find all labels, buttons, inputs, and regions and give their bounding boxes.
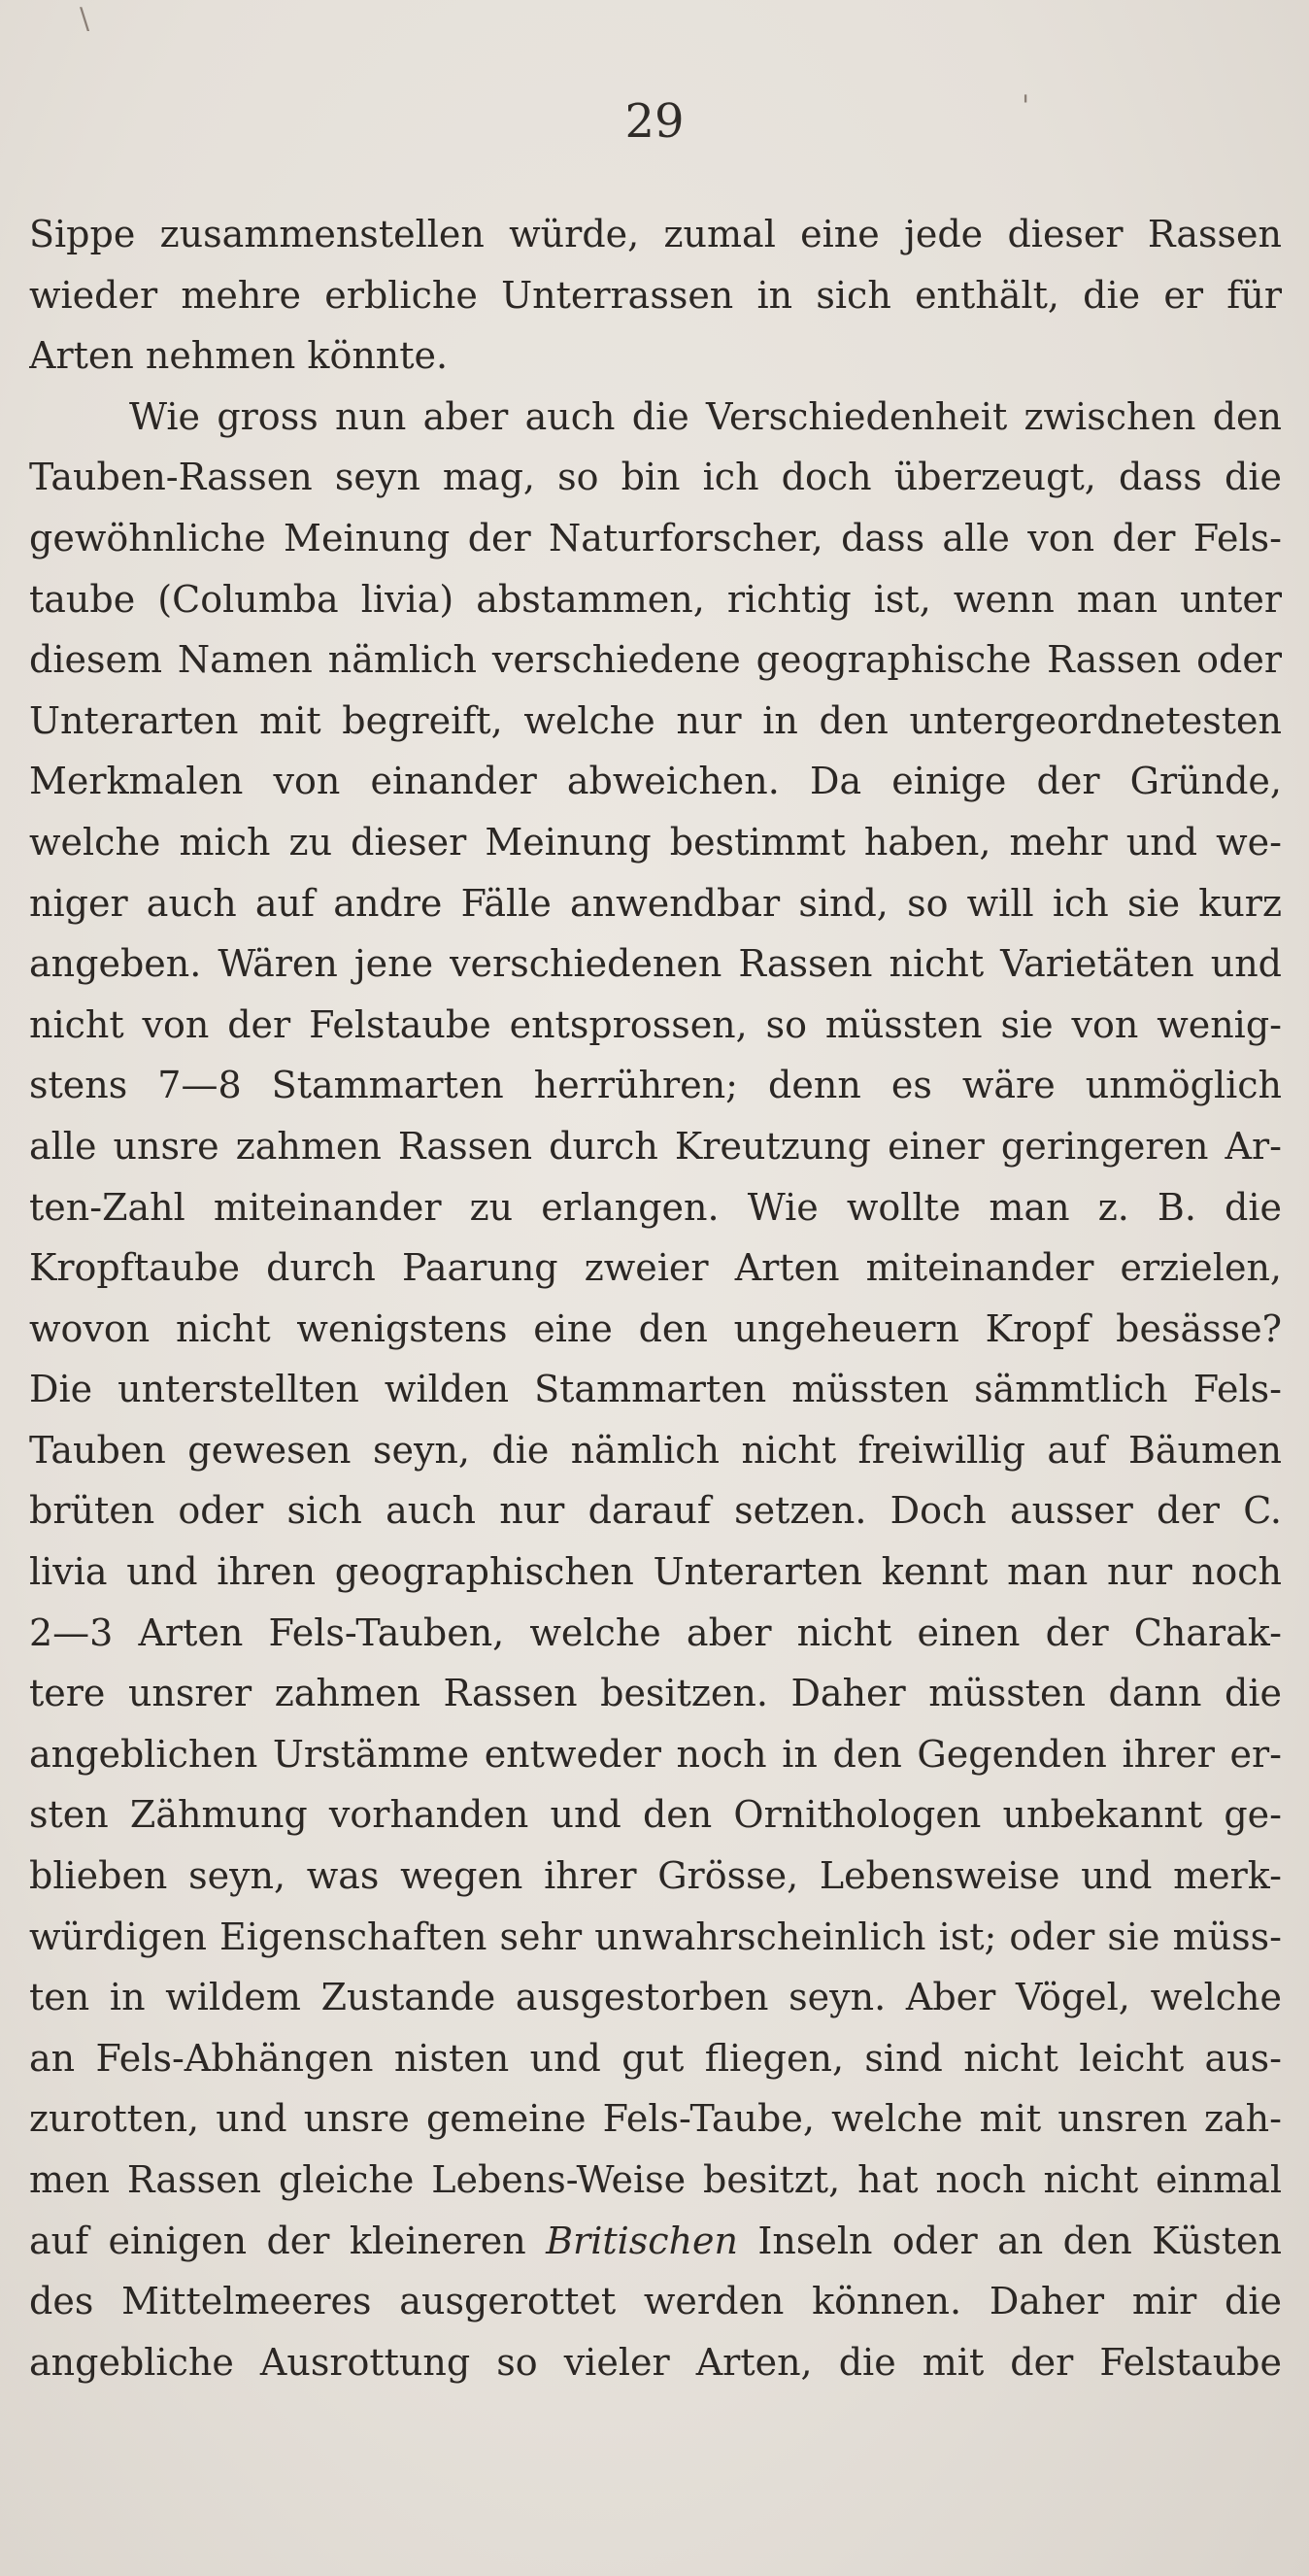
text-line: stens 7—8 Stammarten herrühren; denn es wäre unmöglich [29,1064,1282,1107]
margin-speck: ' [1022,89,1030,123]
text-line: sten Zähmung vorhanden und den Ornithologen unbekannt ge- [29,1793,1282,1837]
text-line: tere unsrer zahmen Rassen besitzen. Daher müssten dann die [29,1672,1282,1715]
text-line: angebliche Ausrottung so vieler Arten, die mit der Felstaube [29,2340,1282,2384]
text-line: Kropftaube durch Paarung zweier Arten miteinander erzielen, [29,1246,1282,1290]
text-line: alle unsre zahmen Rassen durch Kreutzung einer geringeren Ar- [29,1124,1282,1168]
text-line: men Rassen gleiche Lebens-Weise besitzt, hat noch nicht einmal [29,2158,1282,2201]
text-line: würdigen Eigenschaften sehr unwahrscheinlich ist; oder sie müss- [29,1915,1282,1958]
text-line: auf einigen der kleineren Britischen Inseln oder an den Küsten [29,2219,1282,2262]
text-line: 2—3 Arten Fels-Tauben, welche aber nicht einen der Charak- [29,1610,1282,1654]
text-line: Tauben-Rassen seyn mag, so bin ich doch überzeugt, dass die [29,456,1282,499]
text-line: livia und ihren geographischen Unterarten kennt man nur noch [29,1550,1282,1594]
text-line: gewöhnliche Meinung der Naturforscher, dass alle von der Fels- [29,516,1282,559]
text-line: taube (Columba livia) abstammen, richtig ist, wenn man unter [29,577,1282,621]
text-line: diesem Namen nämlich verschiedene geographische Rassen oder [29,638,1282,682]
text-line: wieder mehre erbliche Unterrassen in sich enthält, die er für [29,273,1282,317]
text-line: nicht von der Felstaube entsprossen, so müssten sie von wenig- [29,1002,1282,1046]
text-line: angeblichen Urstämme entweder noch in den Gegenden ihrer er- [29,1732,1282,1776]
paragraph-first-line: Wie gross nun aber auch die Verschiedenheit zwischen den [129,394,1282,438]
text-line: angeben. Wären jene verschiedenen Rassen nicht Varietäten und [29,942,1282,986]
text-line: des Mittelmeeres ausgerottet werden können. Daher mir die [29,2280,1282,2323]
text-line: Tauben gewesen seyn, die nämlich nicht freiwillig auf Bäumen [29,1428,1282,1472]
text-line: brüten oder sich auch nur darauf setzen. Doch ausser der C. [29,1489,1282,1533]
body-text [29,204,1282,2392]
text-line: niger auch auf andre Fälle anwendbar sind, so will ich sie kurz [29,881,1282,925]
text-line: Merkmalen von einander abweichen. Da einige der Gründe, [29,760,1282,803]
text-line: Arten nehmen könnte. [29,334,449,378]
text-line: Die unterstellten wilden Stammarten müssten sämmtlich Fels- [29,1368,1282,1411]
text-line: Sippe zusammenstellen würde, zumal eine jede dieser Rassen [29,213,1282,255]
text-line: wovon nicht wenigstens eine den ungeheuern Kropf besässe? [29,1306,1282,1350]
text-line: an Fels-Abhängen nisten und gut fliegen, sind nicht leicht aus- [29,2036,1282,2080]
text-line: blieben seyn, was wegen ihrer Grösse, Lebensweise und merk- [29,1854,1282,1898]
text-line: ten in wildem Zustande ausgestorben seyn. Aber Vögel, welche [29,1976,1282,2019]
text-line: zurotten, und unsre gemeine Fels-Taube, welche mit unsren zah- [29,2097,1282,2141]
text-line: welche mich zu dieser Meinung bestimmt haben, mehr und we- [29,820,1282,864]
emphasized-word: Britischen [546,2219,739,2262]
margin-speck: \ [80,2,90,36]
page-number: 29 [624,94,685,149]
text-line: Unterarten mit begreift, welche nur in den untergeordnetesten [29,698,1282,742]
text-line: ten-Zahl miteinander zu erlangen. Wie wollte man z. B. die [29,1185,1282,1229]
